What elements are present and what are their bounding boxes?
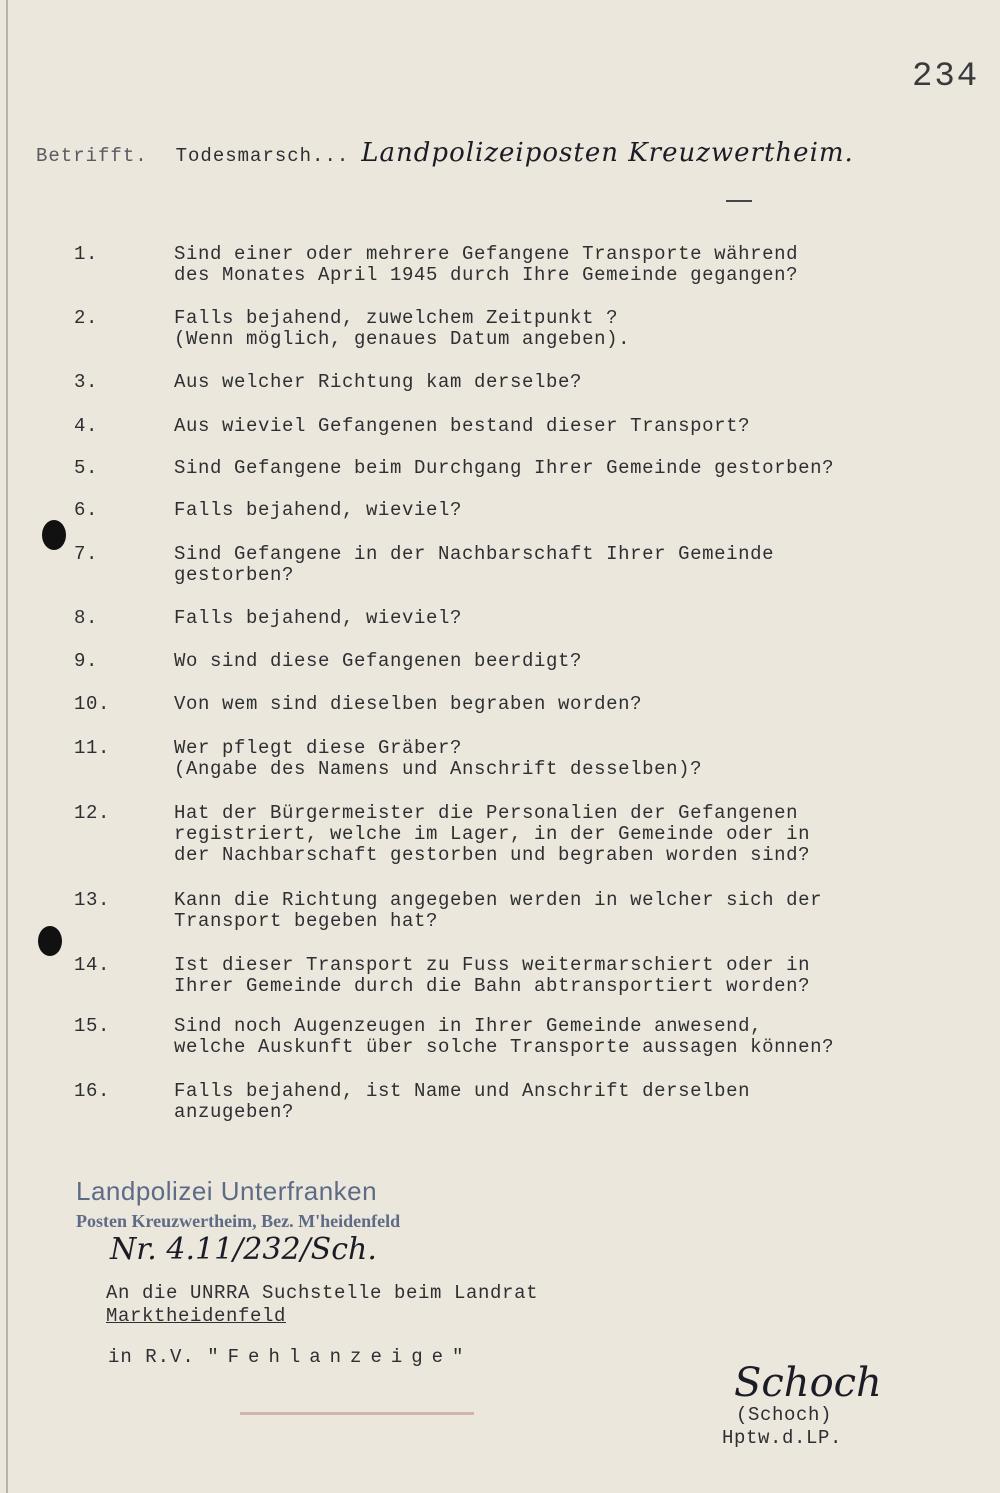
remark-prefix: in R.V.	[108, 1346, 195, 1368]
question-number: 7.	[74, 543, 99, 565]
subject-text: Todesmarsch...	[175, 145, 350, 167]
question-text: Aus wieviel Gefangenen bestand dieser Transport?	[174, 415, 751, 437]
question-number: 5.	[74, 457, 99, 479]
question-text: Wo sind diese Gefangenen beerdigt?	[174, 650, 583, 672]
question-text: Sind Gefangene in der Nachbarschaft Ihrer Gemeinde gestorben?	[174, 543, 775, 586]
question-text: Falls bejahend, wieviel?	[174, 607, 463, 629]
page-number: 234	[912, 58, 980, 96]
stamp-line-1: Landpolizei Unterfranken	[76, 1176, 378, 1206]
remark-fehlanzeige: "Fehlanzeige"	[207, 1346, 473, 1368]
question-number: 16.	[74, 1080, 111, 1102]
red-pencil-mark	[240, 1412, 474, 1415]
question-text: Ist dieser Transport zu Fuss weitermarschiert oder in Ihrer Gemeinde durch die Bahn abtransportiert worden?	[174, 954, 811, 997]
addressee-block	[106, 1282, 538, 1328]
remark-line	[108, 1346, 472, 1368]
question-number: 14.	[74, 954, 111, 976]
question-text: Aus welcher Richtung kam derselbe?	[174, 371, 583, 393]
signatory-rank: Hptw.d.LP.	[722, 1427, 843, 1449]
punch-hole	[42, 520, 66, 550]
question-text: Sind noch Augenzeugen in Ihrer Gemeinde anwesend, welche Auskunft über solche Transporte aussagen können?	[174, 1015, 835, 1058]
question-text: Falls bejahend, ist Name und Anschrift derselben anzugeben?	[174, 1080, 751, 1123]
addressee-line-1: An die UNRRA Suchstelle beim Landrat	[106, 1282, 539, 1304]
question-number: 12.	[74, 802, 111, 824]
question-number: 3.	[74, 371, 99, 393]
subject-label: Betrifft.	[36, 145, 148, 167]
page-edge	[6, 0, 8, 1493]
question-text: Sind Gefangene beim Durchgang Ihrer Gemeinde gestorben?	[174, 457, 835, 479]
subject-line	[36, 138, 854, 168]
question-number: 15.	[74, 1015, 111, 1037]
question-text: Falls bejahend, zuwelchem Zeitpunkt ? (Wenn möglich, genaues Datum angeben).	[174, 307, 631, 350]
signatory-block	[722, 1404, 842, 1450]
stamp-line-2: Posten Kreuzwertheim, Bez. M'heidenfeld	[76, 1211, 401, 1231]
question-text: Falls bejahend, wieviel?	[174, 499, 463, 521]
question-number: 1.	[74, 243, 99, 265]
question-number: 2.	[74, 307, 99, 329]
question-number: 9.	[74, 650, 99, 672]
handwritten-subject: Landpolizeiposten Kreuzwertheim.	[361, 138, 854, 168]
question-number: 11.	[74, 737, 111, 759]
signatory-name: (Schoch)	[736, 1404, 833, 1426]
question-number: 8.	[74, 607, 99, 629]
question-text: Von wem sind dieselben begraben worden?	[174, 693, 643, 715]
punch-hole	[38, 926, 62, 956]
question-number: 13.	[74, 889, 111, 911]
divider-dash	[726, 200, 752, 202]
signature-scrawl: Schoch	[734, 1360, 882, 1406]
question-text: Hat der Bürgermeister die Personalien der Gefangenen registriert, welche im Lager, in der Gemeinde oder in der Nachbarschaft gestorben und begraben worden sind?	[174, 802, 811, 866]
question-number: 6.	[74, 499, 99, 521]
addressee-line-2: Marktheidenfeld	[106, 1305, 287, 1327]
police-stamp	[76, 1176, 400, 1232]
question-text: Kann die Richtung angegeben werden in welcher sich der Transport begeben hat?	[174, 889, 823, 932]
handwritten-reference: Nr. 4.11/232/Sch.	[110, 1232, 377, 1267]
question-text: Sind einer oder mehrere Gefangene Transporte während des Monates April 1945 durch Ihre Gemeinde gegangen?	[174, 243, 799, 286]
question-number: 4.	[74, 415, 99, 437]
question-text: Wer pflegt diese Gräber? (Angabe des Namens und Anschrift desselben)?	[174, 737, 703, 780]
question-number: 10.	[74, 693, 111, 715]
